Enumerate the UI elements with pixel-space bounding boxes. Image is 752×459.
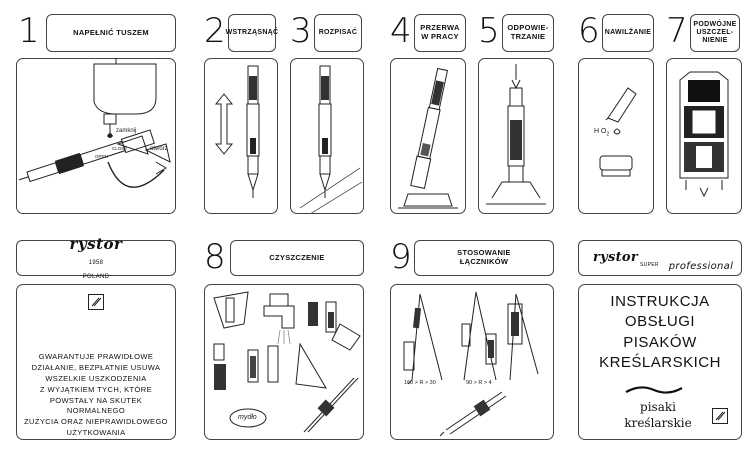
step-number-3: 3 bbox=[290, 11, 312, 51]
fill-ink-illustration bbox=[16, 58, 176, 214]
brand-logo-box bbox=[16, 234, 176, 280]
step-number-2: 2 bbox=[204, 11, 226, 51]
open-label: otwórz bbox=[150, 146, 168, 152]
brand-super-box bbox=[578, 240, 742, 276]
h2o-text: H O bbox=[594, 128, 607, 135]
warranty-text: GWARANTUJE PRAWIDŁOWE DZIAŁANIE, BEZPŁATNIE USUWA WSZELKIE USZKODZENIA Z WYJĄTKIEM TYCH, KTÓRE POWSTAŁY NA SKUTEK NORMALNEGO ZUŻYCIA ORAZ NIEPRAWIDŁOWEGO UŻYTKOWANIA bbox=[24, 352, 168, 438]
cover-tagline-1: pisaki bbox=[640, 400, 676, 414]
step-number-8: 8 bbox=[204, 237, 226, 277]
step-header-8: CZYSZCZENIE bbox=[230, 240, 364, 276]
cleaning-illustration bbox=[204, 284, 364, 440]
rystor-logo-text: rystor bbox=[69, 234, 123, 253]
moisturize-illustration bbox=[578, 58, 654, 214]
small-open-label: OPEN bbox=[95, 154, 108, 159]
shake-illustration bbox=[204, 58, 278, 214]
step-number-4: 4 bbox=[390, 11, 412, 51]
range-label-2: 90 > R > 4 bbox=[466, 380, 492, 386]
step-header-3: ROZPISAĆ bbox=[314, 14, 362, 52]
step-header-7: PODWÓJNE USZCZEL- NIENIE bbox=[690, 14, 740, 52]
rystor-super-logo: rystor bbox=[593, 249, 639, 265]
h2o-label bbox=[594, 128, 609, 137]
write-illustration bbox=[290, 58, 364, 214]
brand-year: 1958 bbox=[88, 259, 104, 266]
brand-year-country bbox=[83, 253, 109, 281]
cover-title: INSTRUKCJA OBSŁUGI PISAKÓW KREŚLARSKICH bbox=[599, 293, 721, 371]
brand-country: POLAND bbox=[82, 273, 110, 280]
step-header-1: NAPEŁNIĆ TUSZEM bbox=[46, 14, 176, 52]
double-seal-illustration bbox=[666, 58, 742, 214]
cover-stamp-icon bbox=[712, 408, 728, 424]
professional-text: professional bbox=[668, 260, 734, 272]
pause-illustration bbox=[390, 58, 466, 214]
step-number-1: 1 bbox=[18, 11, 40, 51]
step-number-9: 9 bbox=[390, 237, 412, 277]
blow-out-illustration bbox=[478, 58, 554, 214]
range-label-1: 160 > R > 30 bbox=[404, 380, 436, 386]
h2o-subscript: 2 bbox=[606, 131, 610, 138]
cover-tagline-2: kreślarskie bbox=[624, 416, 692, 430]
super-text: SUPER bbox=[640, 262, 659, 269]
connectors-illustration bbox=[390, 284, 554, 440]
step-header-4: PRZERWA W PRACY bbox=[414, 14, 466, 52]
stamp-icon bbox=[88, 294, 104, 310]
step-header-6: NAWILŻANIE bbox=[602, 14, 654, 52]
small-close-label: CLOSE bbox=[112, 146, 128, 151]
step-header-9: STOSOWANIE ŁĄCZNIKÓW bbox=[414, 240, 554, 276]
soap-label: mydło bbox=[238, 414, 257, 421]
closed-label: zamknij bbox=[116, 128, 137, 134]
step-header-5: ODPOWIE- TRZANIE bbox=[502, 14, 554, 52]
step-number-6: 6 bbox=[578, 11, 600, 51]
cover-swoosh bbox=[624, 384, 684, 396]
step-header-2: WSTRZĄSNĄĆ bbox=[228, 14, 276, 52]
step-number-7: 7 bbox=[666, 11, 688, 51]
step-number-5: 5 bbox=[478, 11, 500, 51]
